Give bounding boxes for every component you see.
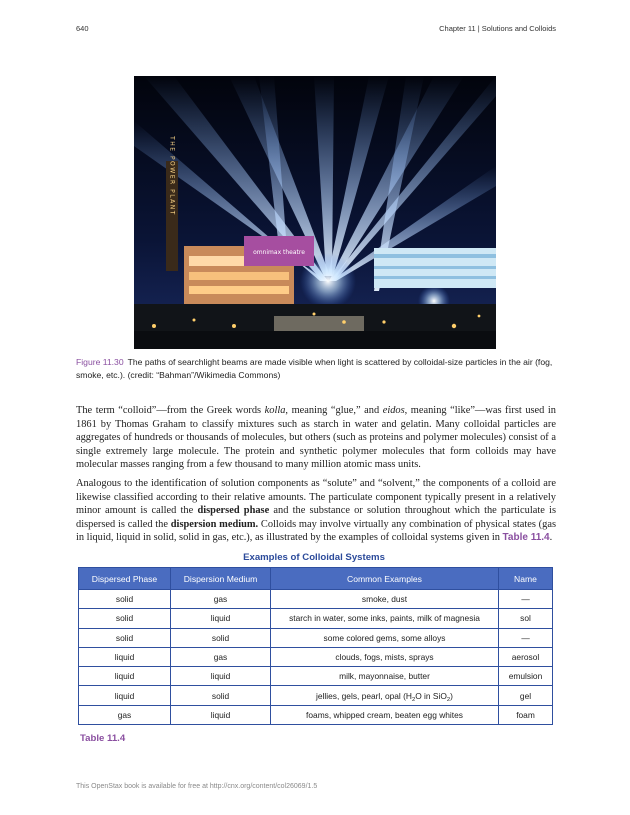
cell-name: aerosol bbox=[499, 647, 553, 666]
cell-medium: liquid bbox=[171, 667, 271, 686]
cell-medium: gas bbox=[171, 647, 271, 666]
cell-phase: liquid bbox=[79, 686, 171, 705]
subscript: 2 bbox=[411, 696, 416, 703]
cell-name: emulsion bbox=[499, 667, 553, 686]
cell-name: foam bbox=[499, 705, 553, 724]
footer-credit: This OpenStax book is available for free at http://cnx.org/content/col26069/1.5 bbox=[76, 783, 318, 790]
cell-medium: solid bbox=[171, 686, 271, 705]
term-dispersed-phase: dispersed phase bbox=[197, 505, 270, 516]
searchlight-photo bbox=[134, 76, 496, 349]
header-common-examples: Common Examples bbox=[271, 568, 499, 590]
svg-text:omnimax theatre: omnimax theatre bbox=[253, 249, 305, 256]
figure-label: Figure 11.30 bbox=[76, 357, 124, 367]
term-eidos: eidos bbox=[382, 405, 405, 416]
cell-phase: solid bbox=[79, 609, 171, 628]
cell-name: — bbox=[499, 590, 553, 609]
paragraph-colloid-components bbox=[76, 477, 556, 545]
table-row bbox=[79, 609, 553, 628]
cell-name: gel bbox=[499, 686, 553, 705]
table-reference-link[interactable]: Table 11.4 bbox=[502, 532, 550, 543]
table-row bbox=[79, 628, 553, 647]
cell-examples: foams, whipped cream, beaten egg whites bbox=[271, 705, 499, 724]
cell-medium: liquid bbox=[171, 609, 271, 628]
p2-text-1: Analogous to the identification of solution components as “solute” and “solvent,” the components of a colloid are likewise classified according to their relative amounts. The particulate component typically present in a relatively minor amount is called the bbox=[76, 478, 556, 516]
cell-phase: liquid bbox=[79, 647, 171, 666]
header-name: Name bbox=[499, 568, 553, 590]
cell-phase: liquid bbox=[79, 667, 171, 686]
opal-text: ) bbox=[450, 690, 453, 701]
p1-text-3: , meaning “like”—was first used in 1861 by Thomas Graham to classify mixtures such as starch in water and gelatin. Many colloidal particles are aggregates of hundreds or thousands of molecules, but others (such as proteins and polymer molecules) consist of a single extremely large molecule. The protein and synthetic polymer molecules that form colloids may have molecular masses ranging from a few thousand to many million atomic mass units. bbox=[76, 405, 556, 470]
figure-caption bbox=[76, 356, 554, 381]
cell-phase: gas bbox=[79, 705, 171, 724]
opal-text: O in SiO bbox=[415, 690, 447, 701]
table-caption: Table 11.4 bbox=[80, 733, 126, 744]
p2-text-3: Colloids may involve virtually any combination of physical states (gas in liquid, liquid in solid, solid in gas, etc.), as illustrated by the examples of colloidal systems given in bbox=[76, 518, 556, 543]
cell-examples: starch in water, some inks, paints, milk of magnesia bbox=[271, 609, 499, 628]
p2-text-4: . bbox=[549, 532, 553, 543]
p1-text-1: The term “colloid”—from the Greek words bbox=[76, 405, 265, 416]
header-dispersion-medium: Dispersion Medium bbox=[171, 568, 271, 590]
table-title: Examples of Colloidal Systems bbox=[243, 552, 385, 563]
p1-text-2: , meaning “glue,” and bbox=[285, 405, 383, 416]
table-row bbox=[79, 590, 553, 609]
cell-medium: liquid bbox=[171, 705, 271, 724]
term-kolla: kolla bbox=[264, 405, 286, 416]
header-dispersed-phase: Dispersed Phase bbox=[79, 568, 171, 590]
opal-text: jellies, gels, pearl, opal (H bbox=[316, 690, 412, 701]
table-row bbox=[79, 667, 553, 686]
cell-name: — bbox=[499, 628, 553, 647]
cell-examples: clouds, fogs, mists, sprays bbox=[271, 647, 499, 666]
svg-text:THE POWER PLANT: THE POWER PLANT bbox=[168, 136, 176, 216]
cell-examples bbox=[271, 686, 499, 705]
table-row bbox=[79, 705, 553, 724]
glass-hall bbox=[374, 248, 496, 288]
p2-text-2: and the substance or solution throughout which the particulate is dispersed is called the bbox=[76, 505, 556, 530]
paragraph-colloid-term bbox=[76, 404, 556, 472]
table-row bbox=[79, 686, 553, 705]
cell-medium: solid bbox=[171, 628, 271, 647]
cell-examples: smoke, dust bbox=[271, 590, 499, 609]
cell-medium: gas bbox=[171, 590, 271, 609]
cell-phase: solid bbox=[79, 628, 171, 647]
chapter-title: Chapter 11 | Solutions and Colloids bbox=[439, 24, 556, 33]
figure-caption-text: The paths of searchlight beams are made visible when light is scattered by colloidal-size particles in the air (fog, smoke, etc.). (credit: “Bahman”/Wikimedia Commons) bbox=[76, 357, 553, 380]
subscript: 2 bbox=[446, 696, 451, 703]
table-header-row bbox=[79, 568, 553, 590]
cell-phase: solid bbox=[79, 590, 171, 609]
page-number: 640 bbox=[76, 24, 89, 33]
table-row bbox=[79, 647, 553, 666]
cell-examples: milk, mayonnaise, butter bbox=[271, 667, 499, 686]
cell-name: sol bbox=[499, 609, 553, 628]
cell-examples: some colored gems, some alloys bbox=[271, 628, 499, 647]
colloid-systems-table bbox=[78, 567, 553, 725]
term-dispersion-medium: dispersion medium. bbox=[170, 518, 259, 530]
